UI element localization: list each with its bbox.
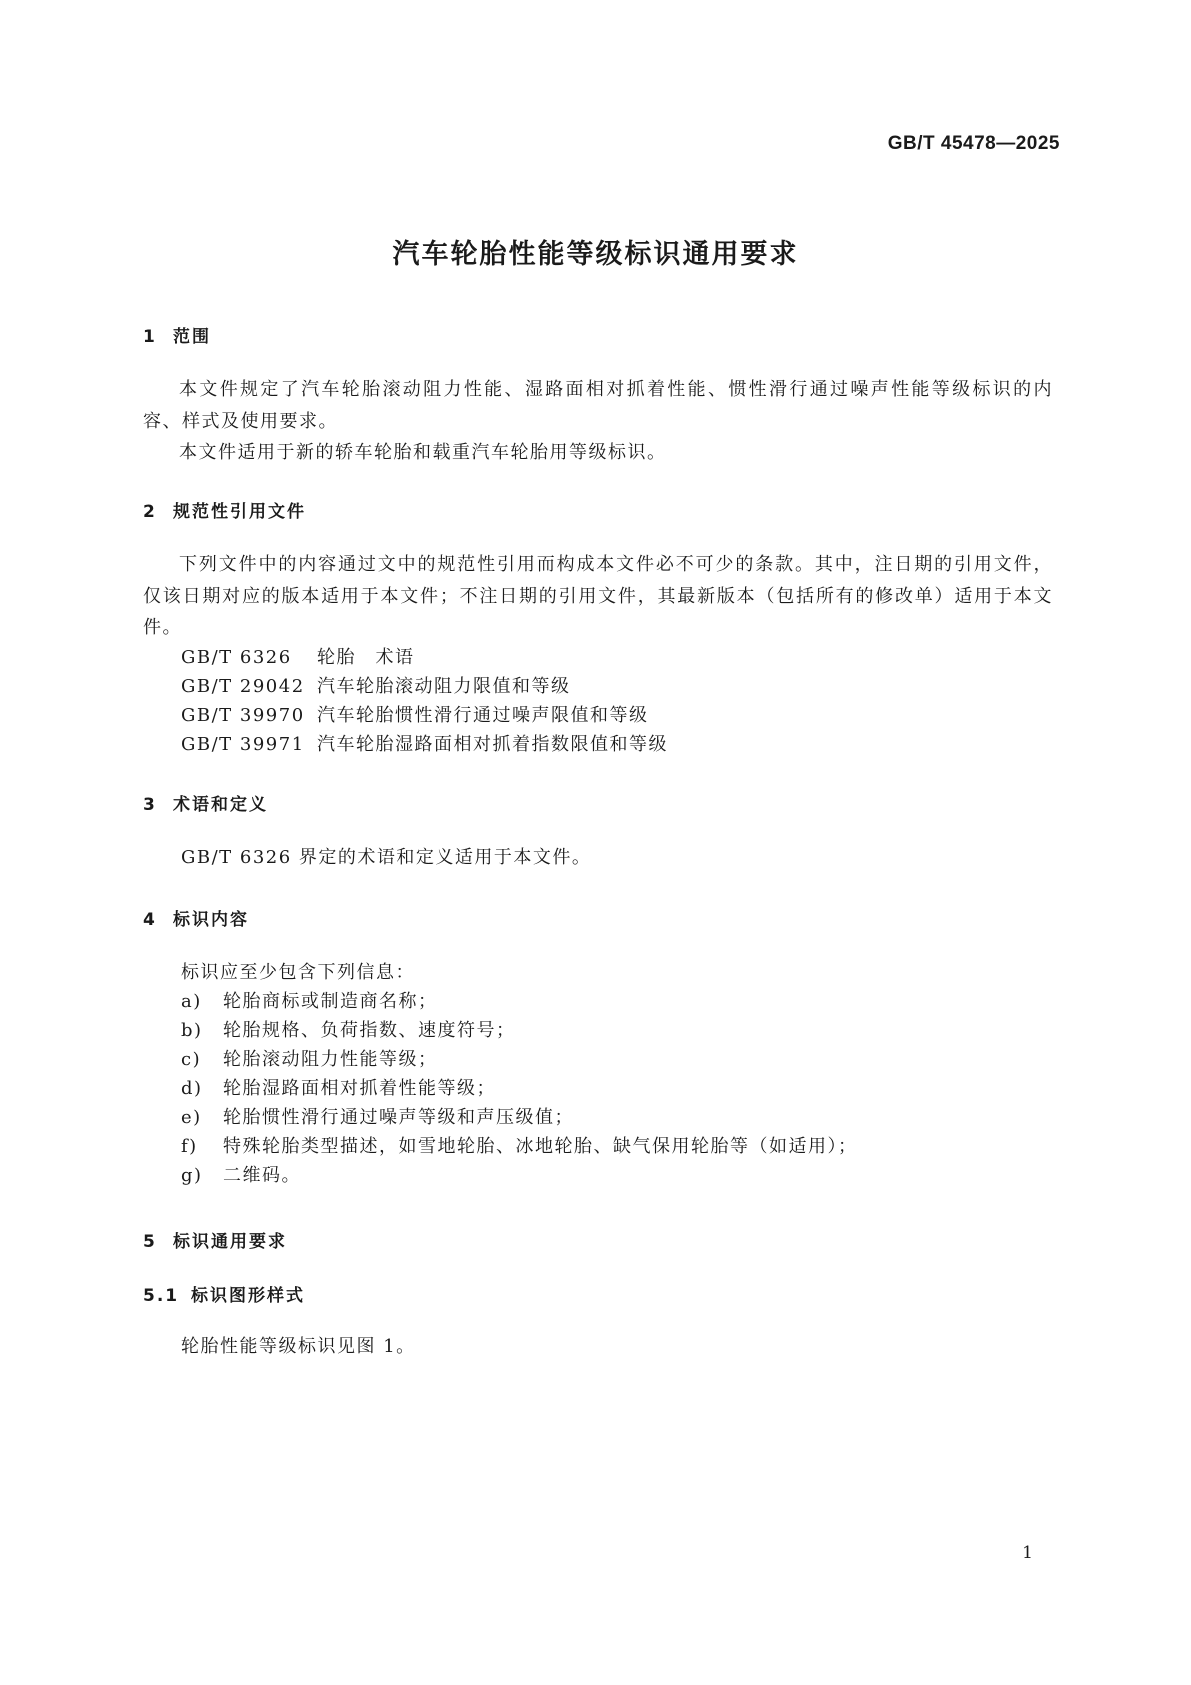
list-intro: 标识应至少包含下列信息： xyxy=(181,962,415,983)
reference-code: GB/T 39970 xyxy=(181,705,305,726)
paragraph: 下列文件中的内容通过文中的规范性引用而构成本文件必不可少的条款。其中，注日期的引用文件，仅该日期对应的版本适用于本文件；不注日期的引用文件，其最新版本（包括所有的修改单）适用于本文件。 xyxy=(143,554,1053,638)
list-mark: e) xyxy=(181,1107,202,1128)
section-number: 5 xyxy=(143,1232,157,1252)
subsection-number: 5.1 xyxy=(143,1286,180,1306)
list-item xyxy=(181,987,438,1013)
list-item xyxy=(181,1132,858,1158)
section-title: 范围 xyxy=(173,327,211,347)
subsection-heading-graphic-style xyxy=(143,1281,305,1306)
reference-code: GB/T 6326 xyxy=(181,647,292,668)
list-item xyxy=(181,1103,574,1129)
list-item xyxy=(181,1074,496,1100)
section-title: 规范性引用文件 xyxy=(173,502,306,522)
section-number: 1 xyxy=(143,327,157,347)
list-item xyxy=(181,1161,301,1187)
section-heading-normative-references xyxy=(143,497,306,522)
paragraph: 本文件规定了汽车轮胎滚动阻力性能、湿路面相对抓着性能、惯性滑行通过噪声性能等级标识的内容、样式及使用要求。 xyxy=(143,379,1053,432)
list-item-text: 轮胎商标或制造商名称； xyxy=(223,991,438,1012)
section-heading-scope xyxy=(143,322,211,347)
reference-name: 汽车轮胎惯性滑行通过噪声限值和等级 xyxy=(317,705,649,726)
subsection-title: 标识图形样式 xyxy=(191,1286,305,1306)
reference-item xyxy=(181,672,571,698)
std-number: GB/T 45478—2025 xyxy=(887,133,1060,154)
section-title: 标识通用要求 xyxy=(173,1232,287,1252)
section-heading-terms xyxy=(143,790,268,815)
paragraph: 轮胎性能等级标识见图 1。 xyxy=(181,1336,416,1357)
list-mark: a) xyxy=(181,991,202,1012)
section-title: 标识内容 xyxy=(173,910,249,930)
list-mark: d) xyxy=(181,1078,203,1099)
list-item-text: 二维码。 xyxy=(223,1165,301,1186)
section-number: 3 xyxy=(143,795,157,815)
list-item-text: 轮胎滚动阻力性能等级； xyxy=(223,1049,438,1070)
reference-item xyxy=(181,730,668,756)
reference-code: GB/T 39971 xyxy=(181,734,305,755)
page-number: 1 xyxy=(1022,1543,1033,1563)
reference-name: 轮胎 术语 xyxy=(317,647,415,668)
list-item xyxy=(181,1016,516,1042)
paragraph: 本文件适用于新的轿车轮胎和载重汽车轮胎用等级标识。 xyxy=(179,442,667,463)
reference-item xyxy=(181,701,649,727)
reference-item xyxy=(181,643,415,669)
section-heading-marking-content xyxy=(143,905,249,930)
list-item-text: 轮胎规格、负荷指数、速度符号； xyxy=(223,1020,516,1041)
section-title: 术语和定义 xyxy=(173,795,268,815)
paragraph: GB/T 6326 界定的术语和定义适用于本文件。 xyxy=(181,847,592,868)
section-number: 2 xyxy=(143,502,157,522)
reference-code: GB/T 29042 xyxy=(181,676,305,697)
section-heading-general-requirements xyxy=(143,1227,287,1252)
list-item xyxy=(181,1045,438,1071)
reference-name: 汽车轮胎湿路面相对抓着指数限值和等级 xyxy=(317,734,668,755)
list-mark: b) xyxy=(181,1020,203,1041)
list-item-text: 轮胎湿路面相对抓着性能等级； xyxy=(223,1078,496,1099)
list-item-text: 特殊轮胎类型描述，如雪地轮胎、冰地轮胎、缺气保用轮胎等（如适用）； xyxy=(223,1136,858,1157)
document-title: 汽车轮胎性能等级标识通用要求 xyxy=(392,239,799,270)
list-mark: g) xyxy=(181,1165,203,1186)
reference-name: 汽车轮胎滚动阻力限值和等级 xyxy=(317,676,571,697)
list-mark: c) xyxy=(181,1049,202,1070)
list-item-text: 轮胎惯性滑行通过噪声等级和声压级值； xyxy=(223,1107,574,1128)
section-number: 4 xyxy=(143,910,157,930)
list-mark: f) xyxy=(181,1136,198,1157)
